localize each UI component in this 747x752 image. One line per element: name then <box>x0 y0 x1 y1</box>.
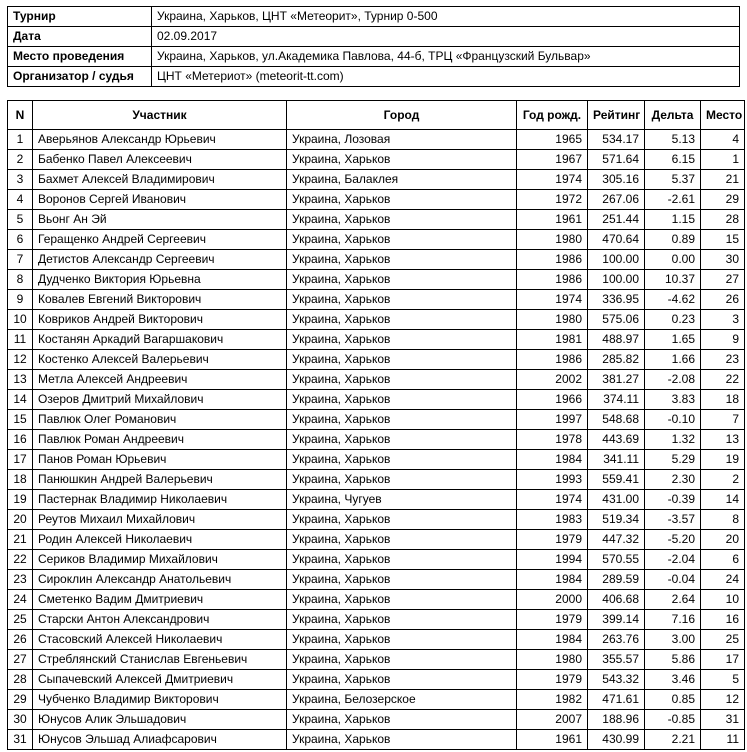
cell-n: 11 <box>8 330 33 350</box>
cell-place: 6 <box>701 550 745 570</box>
cell-n: 17 <box>8 450 33 470</box>
cell-city: Украина, Харьков <box>287 370 517 390</box>
cell-city: Украина, Харьков <box>287 610 517 630</box>
cell-participant: Воронов Сергей Иванович <box>33 190 287 210</box>
cell-participant: Сериков Владимир Михайлович <box>33 550 287 570</box>
cell-delta: 2.64 <box>645 590 701 610</box>
cell-place: 12 <box>701 690 745 710</box>
cell-birth-year: 1961 <box>517 210 588 230</box>
cell-city: Украина, Харьков <box>287 350 517 370</box>
table-row <box>8 430 745 450</box>
cell-city: Украина, Чугуев <box>287 490 517 510</box>
cell-participant: Геращенко Андрей Сергеевич <box>33 230 287 250</box>
tournament-info-table <box>7 6 740 87</box>
cell-birth-year: 2000 <box>517 590 588 610</box>
cell-delta: -2.08 <box>645 370 701 390</box>
table-row <box>8 590 745 610</box>
cell-delta: -0.39 <box>645 490 701 510</box>
cell-birth-year: 1984 <box>517 630 588 650</box>
table-row <box>8 470 745 490</box>
cell-birth-year: 1981 <box>517 330 588 350</box>
cell-place: 30 <box>701 250 745 270</box>
table-row <box>8 730 745 750</box>
cell-city: Украина, Белозерское <box>287 690 517 710</box>
cell-n: 10 <box>8 310 33 330</box>
cell-birth-year: 1974 <box>517 170 588 190</box>
info-value: Украина, Харьков, ул.Академика Павлова, 44-б, ТРЦ «Французский Бульвар» <box>152 47 740 67</box>
cell-delta: 1.32 <box>645 430 701 450</box>
cell-participant: Панов Роман Юрьевич <box>33 450 287 470</box>
cell-n: 23 <box>8 570 33 590</box>
cell-delta: 1.65 <box>645 330 701 350</box>
cell-city: Украина, Харьков <box>287 510 517 530</box>
cell-delta: -5.20 <box>645 530 701 550</box>
cell-delta: 6.15 <box>645 150 701 170</box>
cell-rating: 263.76 <box>588 630 645 650</box>
cell-delta: 5.37 <box>645 170 701 190</box>
cell-rating: 431.00 <box>588 490 645 510</box>
cell-rating: 575.06 <box>588 310 645 330</box>
cell-participant: Бахмет Алексей Владимирович <box>33 170 287 190</box>
cell-n: 21 <box>8 530 33 550</box>
cell-n: 18 <box>8 470 33 490</box>
cell-rating: 305.16 <box>588 170 645 190</box>
cell-place: 21 <box>701 170 745 190</box>
col-header-city: Город <box>287 101 517 130</box>
cell-birth-year: 1993 <box>517 470 588 490</box>
cell-place: 22 <box>701 370 745 390</box>
cell-rating: 251.44 <box>588 210 645 230</box>
info-label: Турнир <box>8 7 152 27</box>
cell-delta: -2.61 <box>645 190 701 210</box>
cell-place: 9 <box>701 330 745 350</box>
col-header-delta: Дельта <box>645 101 701 130</box>
cell-delta: 10.37 <box>645 270 701 290</box>
cell-birth-year: 1978 <box>517 430 588 450</box>
cell-rating: 267.06 <box>588 190 645 210</box>
info-row <box>8 27 740 47</box>
cell-place: 15 <box>701 230 745 250</box>
cell-place: 23 <box>701 350 745 370</box>
cell-rating: 100.00 <box>588 270 645 290</box>
cell-n: 30 <box>8 710 33 730</box>
cell-place: 20 <box>701 530 745 550</box>
cell-n: 24 <box>8 590 33 610</box>
cell-place: 25 <box>701 630 745 650</box>
cell-participant: Пастернак Владимир Николаевич <box>33 490 287 510</box>
cell-birth-year: 2007 <box>517 710 588 730</box>
table-row <box>8 510 745 530</box>
tournament-info-body <box>8 7 740 87</box>
cell-rating: 381.27 <box>588 370 645 390</box>
cell-rating: 534.17 <box>588 130 645 150</box>
cell-participant: Дудченко Виктория Юрьевна <box>33 270 287 290</box>
cell-participant: Метла Алексей Андреевич <box>33 370 287 390</box>
cell-delta: -3.57 <box>645 510 701 530</box>
table-row <box>8 350 745 370</box>
cell-n: 29 <box>8 690 33 710</box>
results-table <box>7 100 745 750</box>
cell-rating: 406.68 <box>588 590 645 610</box>
cell-birth-year: 1984 <box>517 570 588 590</box>
cell-n: 25 <box>8 610 33 630</box>
cell-n: 15 <box>8 410 33 430</box>
cell-delta: 5.29 <box>645 450 701 470</box>
cell-birth-year: 1984 <box>517 450 588 470</box>
cell-participant: Аверьянов Александр Юрьевич <box>33 130 287 150</box>
cell-rating: 289.59 <box>588 570 645 590</box>
cell-rating: 430.99 <box>588 730 645 750</box>
cell-n: 4 <box>8 190 33 210</box>
cell-city: Украина, Харьков <box>287 250 517 270</box>
cell-city: Украина, Харьков <box>287 450 517 470</box>
col-header-place: Место <box>701 101 745 130</box>
cell-city: Украина, Харьков <box>287 270 517 290</box>
info-label: Дата <box>8 27 152 47</box>
cell-participant: Павлюк Роман Андреевич <box>33 430 287 450</box>
cell-place: 28 <box>701 210 745 230</box>
cell-delta: 3.46 <box>645 670 701 690</box>
cell-city: Украина, Харьков <box>287 330 517 350</box>
cell-participant: Родин Алексей Николаевич <box>33 530 287 550</box>
cell-participant: Озеров Дмитрий Михайлович <box>33 390 287 410</box>
cell-birth-year: 1980 <box>517 650 588 670</box>
cell-rating: 374.11 <box>588 390 645 410</box>
info-row <box>8 7 740 27</box>
cell-birth-year: 1979 <box>517 670 588 690</box>
cell-participant: Костенко Алексей Валерьевич <box>33 350 287 370</box>
cell-place: 16 <box>701 610 745 630</box>
table-row <box>8 270 745 290</box>
cell-n: 12 <box>8 350 33 370</box>
cell-city: Украина, Харьков <box>287 190 517 210</box>
cell-participant: Юнусов Эльшад Алиафсарович <box>33 730 287 750</box>
cell-place: 13 <box>701 430 745 450</box>
cell-rating: 336.95 <box>588 290 645 310</box>
cell-participant: Стасовский Алексей Николаевич <box>33 630 287 650</box>
info-label: Место проведения <box>8 47 152 67</box>
cell-delta: 0.00 <box>645 250 701 270</box>
cell-rating: 355.57 <box>588 650 645 670</box>
cell-rating: 447.32 <box>588 530 645 550</box>
cell-n: 27 <box>8 650 33 670</box>
cell-birth-year: 1994 <box>517 550 588 570</box>
info-value: 02.09.2017 <box>152 27 740 47</box>
cell-n: 2 <box>8 150 33 170</box>
cell-n: 19 <box>8 490 33 510</box>
cell-delta: 3.00 <box>645 630 701 650</box>
cell-delta: 2.21 <box>645 730 701 750</box>
table-row <box>8 250 745 270</box>
cell-city: Украина, Лозовая <box>287 130 517 150</box>
cell-n: 13 <box>8 370 33 390</box>
cell-place: 27 <box>701 270 745 290</box>
cell-delta: 5.86 <box>645 650 701 670</box>
cell-birth-year: 2002 <box>517 370 588 390</box>
cell-city: Украина, Харьков <box>287 210 517 230</box>
cell-participant: Сметенко Вадим Дмитриевич <box>33 590 287 610</box>
cell-birth-year: 1980 <box>517 310 588 330</box>
cell-rating: 519.34 <box>588 510 645 530</box>
cell-city: Украина, Харьков <box>287 390 517 410</box>
cell-participant: Ковалев Евгений Викторович <box>33 290 287 310</box>
table-row <box>8 650 745 670</box>
cell-city: Украина, Харьков <box>287 310 517 330</box>
col-header-birth-year: Год рожд. <box>517 101 588 130</box>
cell-n: 1 <box>8 130 33 150</box>
cell-rating: 399.14 <box>588 610 645 630</box>
cell-birth-year: 1974 <box>517 490 588 510</box>
cell-city: Украина, Харьков <box>287 230 517 250</box>
cell-city: Украина, Харьков <box>287 630 517 650</box>
cell-rating: 548.68 <box>588 410 645 430</box>
col-header-rating: Рейтинг <box>588 101 645 130</box>
cell-birth-year: 1966 <box>517 390 588 410</box>
cell-delta: 1.66 <box>645 350 701 370</box>
cell-delta: 7.16 <box>645 610 701 630</box>
cell-n: 9 <box>8 290 33 310</box>
cell-participant: Костанян Аркадий Вагаршакович <box>33 330 287 350</box>
cell-rating: 188.96 <box>588 710 645 730</box>
cell-place: 3 <box>701 310 745 330</box>
cell-delta: -0.10 <box>645 410 701 430</box>
cell-participant: Сыпачевский Алексей Дмитриевич <box>33 670 287 690</box>
cell-n: 8 <box>8 270 33 290</box>
cell-place: 2 <box>701 470 745 490</box>
cell-city: Украина, Харьков <box>287 470 517 490</box>
cell-city: Украина, Харьков <box>287 530 517 550</box>
table-row <box>8 690 745 710</box>
cell-participant: Сироклин Александр Анатольевич <box>33 570 287 590</box>
cell-n: 20 <box>8 510 33 530</box>
cell-delta: -0.85 <box>645 710 701 730</box>
cell-birth-year: 1965 <box>517 130 588 150</box>
cell-place: 10 <box>701 590 745 610</box>
cell-rating: 341.11 <box>588 450 645 470</box>
cell-delta: 0.85 <box>645 690 701 710</box>
cell-city: Украина, Харьков <box>287 670 517 690</box>
cell-place: 7 <box>701 410 745 430</box>
cell-n: 28 <box>8 670 33 690</box>
cell-rating: 470.64 <box>588 230 645 250</box>
info-row <box>8 47 740 67</box>
cell-delta: 3.83 <box>645 390 701 410</box>
cell-n: 31 <box>8 730 33 750</box>
cell-city: Украина, Харьков <box>287 290 517 310</box>
table-row <box>8 290 745 310</box>
cell-birth-year: 1997 <box>517 410 588 430</box>
cell-place: 11 <box>701 730 745 750</box>
cell-delta: 0.89 <box>645 230 701 250</box>
cell-birth-year: 1980 <box>517 230 588 250</box>
cell-place: 31 <box>701 710 745 730</box>
table-row <box>8 330 745 350</box>
cell-n: 6 <box>8 230 33 250</box>
cell-delta: -4.62 <box>645 290 701 310</box>
cell-birth-year: 1986 <box>517 250 588 270</box>
cell-delta: 0.23 <box>645 310 701 330</box>
cell-participant: Павлюк Олег Романович <box>33 410 287 430</box>
table-row <box>8 230 745 250</box>
table-row <box>8 710 745 730</box>
cell-rating: 570.55 <box>588 550 645 570</box>
cell-place: 19 <box>701 450 745 470</box>
info-value: Украина, Харьков, ЦНТ «Метеорит», Турнир 0-500 <box>152 7 740 27</box>
cell-place: 5 <box>701 670 745 690</box>
results-body <box>8 130 745 750</box>
cell-rating: 471.61 <box>588 690 645 710</box>
cell-city: Украина, Харьков <box>287 150 517 170</box>
cell-rating: 543.32 <box>588 670 645 690</box>
cell-birth-year: 1972 <box>517 190 588 210</box>
table-row <box>8 610 745 630</box>
cell-place: 17 <box>701 650 745 670</box>
cell-participant: Юнусов Алик Эльшадович <box>33 710 287 730</box>
table-row <box>8 630 745 650</box>
table-row <box>8 210 745 230</box>
cell-participant: Старски Антон Александрович <box>33 610 287 630</box>
cell-n: 16 <box>8 430 33 450</box>
info-value: ЦНТ «Метериот» (meteorit-tt.com) <box>152 67 740 87</box>
col-header-n: N <box>8 101 33 130</box>
cell-place: 18 <box>701 390 745 410</box>
cell-n: 7 <box>8 250 33 270</box>
cell-city: Украина, Харьков <box>287 590 517 610</box>
table-row <box>8 450 745 470</box>
table-row <box>8 370 745 390</box>
cell-place: 24 <box>701 570 745 590</box>
cell-place: 8 <box>701 510 745 530</box>
cell-n: 22 <box>8 550 33 570</box>
table-row <box>8 310 745 330</box>
table-row <box>8 170 745 190</box>
cell-birth-year: 1983 <box>517 510 588 530</box>
table-row <box>8 530 745 550</box>
cell-n: 5 <box>8 210 33 230</box>
cell-place: 26 <box>701 290 745 310</box>
cell-birth-year: 1974 <box>517 290 588 310</box>
cell-n: 26 <box>8 630 33 650</box>
cell-place: 4 <box>701 130 745 150</box>
table-row <box>8 410 745 430</box>
cell-city: Украина, Харьков <box>287 550 517 570</box>
cell-rating: 559.41 <box>588 470 645 490</box>
cell-birth-year: 1961 <box>517 730 588 750</box>
cell-birth-year: 1986 <box>517 350 588 370</box>
cell-delta: -2.04 <box>645 550 701 570</box>
cell-n: 3 <box>8 170 33 190</box>
table-row <box>8 130 745 150</box>
cell-city: Украина, Харьков <box>287 730 517 750</box>
table-row <box>8 190 745 210</box>
cell-delta: 1.15 <box>645 210 701 230</box>
cell-rating: 488.97 <box>588 330 645 350</box>
cell-birth-year: 1979 <box>517 610 588 630</box>
cell-rating: 100.00 <box>588 250 645 270</box>
cell-place: 1 <box>701 150 745 170</box>
cell-participant: Стреблянский Станислав Евгеньевич <box>33 650 287 670</box>
cell-participant: Чубченко Владимир Викторович <box>33 690 287 710</box>
cell-birth-year: 1967 <box>517 150 588 170</box>
table-row <box>8 670 745 690</box>
cell-participant: Ковриков Андрей Викторович <box>33 310 287 330</box>
cell-birth-year: 1982 <box>517 690 588 710</box>
cell-n: 14 <box>8 390 33 410</box>
cell-delta: -0.04 <box>645 570 701 590</box>
cell-birth-year: 1986 <box>517 270 588 290</box>
cell-rating: 571.64 <box>588 150 645 170</box>
cell-participant: Вьонг Ан Эй <box>33 210 287 230</box>
cell-place: 14 <box>701 490 745 510</box>
cell-participant: Панюшкин Андрей Валерьевич <box>33 470 287 490</box>
cell-participant: Бабенко Павел Алексеевич <box>33 150 287 170</box>
cell-city: Украина, Харьков <box>287 430 517 450</box>
cell-delta: 2.30 <box>645 470 701 490</box>
cell-city: Украина, Харьков <box>287 570 517 590</box>
table-row <box>8 570 745 590</box>
table-row <box>8 150 745 170</box>
cell-place: 29 <box>701 190 745 210</box>
info-label: Организатор / судья <box>8 67 152 87</box>
info-row <box>8 67 740 87</box>
table-row <box>8 490 745 510</box>
cell-delta: 5.13 <box>645 130 701 150</box>
cell-participant: Реутов Михаил Михайлович <box>33 510 287 530</box>
col-header-participant: Участник <box>33 101 287 130</box>
results-header-row <box>8 101 745 130</box>
cell-city: Украина, Харьков <box>287 710 517 730</box>
table-row <box>8 390 745 410</box>
cell-participant: Детистов Александр Сергеевич <box>33 250 287 270</box>
cell-city: Украина, Харьков <box>287 650 517 670</box>
cell-birth-year: 1979 <box>517 530 588 550</box>
cell-city: Украина, Балаклея <box>287 170 517 190</box>
table-row <box>8 550 745 570</box>
cell-rating: 443.69 <box>588 430 645 450</box>
cell-city: Украина, Харьков <box>287 410 517 430</box>
cell-rating: 285.82 <box>588 350 645 370</box>
